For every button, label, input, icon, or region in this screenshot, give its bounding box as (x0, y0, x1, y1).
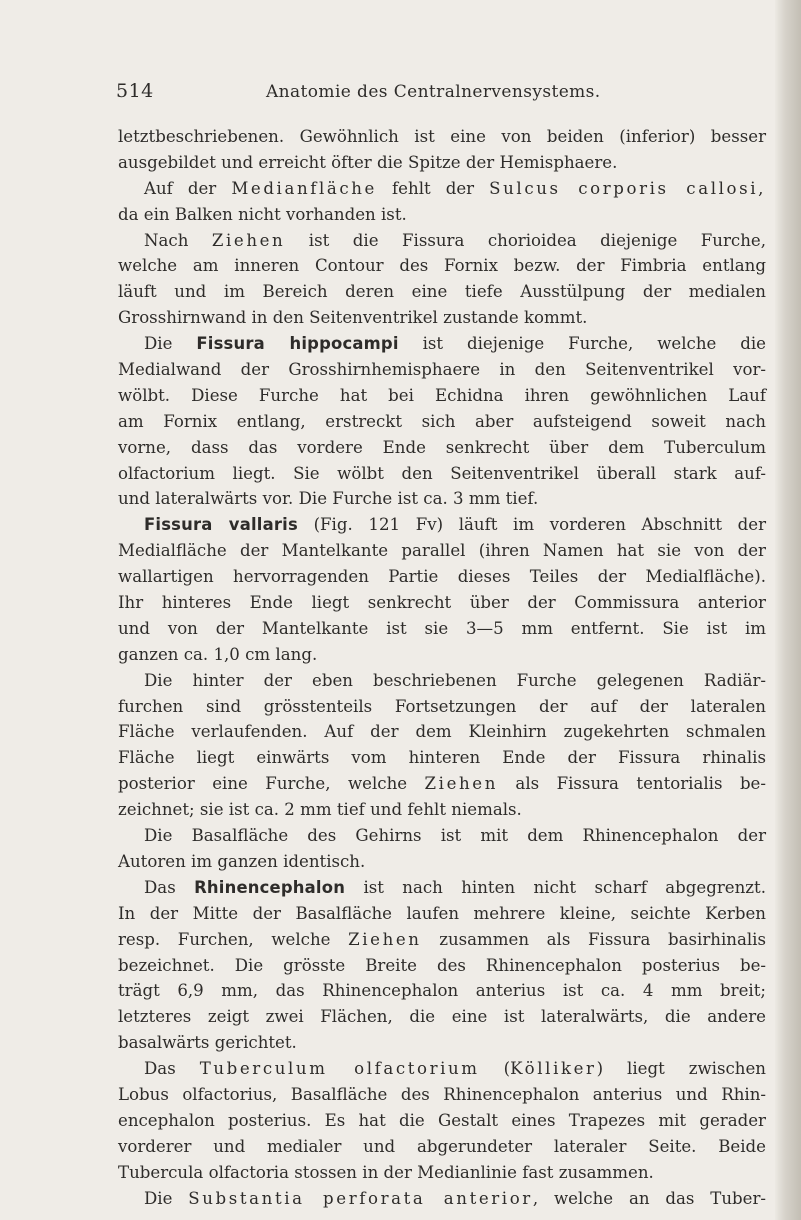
text-line (118, 978, 766, 1004)
line-text: ) liegt zwischen (596, 1059, 766, 1079)
text-line (118, 383, 766, 409)
text-line (118, 1108, 766, 1134)
text-line (118, 409, 766, 435)
text-line (118, 357, 766, 383)
line-text: posterior eine Furche, welche (118, 774, 425, 794)
line-text: vorne, dass das vordere Ende senkrecht über dem Tuberculum (118, 437, 766, 457)
line-text: Die Basalfläche des Gehirns ist mit dem Rhinencephalon der (144, 826, 766, 846)
text-line (118, 668, 766, 694)
line-text: am Fornix entlang, erstreckt sich aber aufsteigend soweit nach (118, 411, 766, 431)
body-text (118, 124, 766, 1211)
line-text: Auf der (144, 178, 232, 198)
text-line (118, 927, 766, 953)
text-line (118, 124, 766, 150)
line-text: Medialwand der Grosshirnhemisphaere in den Seitenventrikel vor- (118, 360, 766, 380)
text-line (118, 642, 766, 668)
text-line (118, 1056, 766, 1082)
line-text: fehlt der (376, 178, 490, 198)
spaced-emphasis: Medianfläche (231, 178, 377, 198)
line-text: letzteres zeigt zwei Flächen, die eine ist lateralwärts, die andere (118, 1007, 766, 1027)
line-text: trägt 6,9 mm, das Rhinencephalon anterius ist ca. 4 mm breit; (118, 981, 766, 1001)
text-line (118, 590, 766, 616)
bold-term: Fissura vallaris (144, 515, 298, 535)
line-text: letztbeschriebenen. Gewöhnlich ist eine von beiden (inferior) besser (118, 127, 766, 146)
line-text: resp. Furchen, welche (118, 929, 349, 949)
line-text: und von der Mantelkante ist sie 3—5 mm entfernt. Sie ist im (118, 618, 766, 638)
text-line (118, 875, 766, 901)
line-text: läuft und im Bereich deren eine tiefe Ausstülpung der medialen (118, 282, 766, 302)
line-text: olfactorium liegt. Sie wölbt den Seitenventrikel überall stark auf- (118, 463, 766, 483)
line-text: als Fissura tentorialis be- (497, 774, 766, 794)
text-line (118, 797, 766, 823)
text-line (118, 771, 766, 797)
spaced-emphasis: Ziehen (211, 230, 286, 250)
line-text: Autoren im ganzen identisch. (118, 851, 366, 871)
text-line (118, 150, 766, 176)
text-line (118, 616, 766, 642)
line-text: basalwärts gerichtet. (118, 1033, 297, 1053)
line-text: In der Mitte der Basalfläche laufen mehrere kleine, seichte Kerben (118, 903, 766, 923)
text-line (118, 694, 766, 720)
line-text: Die (144, 1188, 189, 1208)
line-text: (Fig. 121 Fv) läuft im vorderen Abschnitt der (297, 515, 767, 535)
text-line (118, 849, 766, 875)
line-text: Die (144, 334, 197, 354)
line-text: Nach (144, 230, 212, 250)
line-text: Lobus olfactorius, Basalfläche des Rhinencephalon anterius und Rhin- (118, 1084, 766, 1104)
line-text: Ihr hinteres Ende liegt senkrecht über der Commissura anterior (118, 593, 766, 613)
text-line (118, 1134, 766, 1160)
line-text: ist die Fissura chorioidea diejenige Furche, (285, 230, 766, 250)
text-line (118, 1030, 766, 1056)
line-text: Tubercula olfactoria stossen in der Medianlinie fast zusammen. (118, 1162, 654, 1182)
line-text: ganzen ca. 1,0 cm lang. (118, 644, 318, 664)
text-line (118, 435, 766, 461)
text-line (118, 1082, 766, 1108)
line-text: Die hinter der eben beschriebenen Furche gelegenen Radiär- (144, 670, 766, 690)
text-line (118, 279, 766, 305)
text-line (118, 253, 766, 279)
line-text: bezeichnet. Die grösste Breite des Rhinencephalon posterius be- (118, 955, 766, 975)
line-text: encephalon posterius. Es hat die Gestalt eines Trapezes mit gerader (118, 1110, 766, 1130)
spaced-emphasis: Ziehen (348, 929, 422, 949)
text-line (118, 564, 766, 590)
line-text: ist nach hinten nicht scharf abgegrenzt. (345, 877, 766, 897)
text-line (118, 1186, 766, 1212)
line-text: Das (144, 877, 195, 897)
text-line (118, 1004, 766, 1030)
line-text: ( (479, 1059, 511, 1079)
line-text: zeichnet; sie ist ca. 2 mm tief und fehlt niemals. (118, 800, 522, 820)
line-text: Grosshirnwand in den Seitenventrikel zustande kommt. (118, 308, 588, 328)
text-line (118, 461, 766, 487)
spaced-emphasis: Ziehen (424, 774, 498, 794)
text-line (118, 1160, 766, 1186)
spaced-emphasis: Sulcus corporis callosi, (489, 178, 766, 198)
line-text: wölbt. Diese Furche hat bei Echidna ihren gewöhnlichen Lauf (118, 385, 766, 405)
text-line (118, 486, 766, 512)
text-line (118, 305, 766, 331)
text-line (118, 901, 766, 927)
text-line (118, 331, 766, 357)
line-text: , welche an das Tuber- (532, 1188, 766, 1208)
line-text: vorderer und medialer und abgerundeter lateraler Seite. Beide (118, 1136, 766, 1156)
line-text: welche am inneren Contour des Fornix bezw. der Fimbria entlang (118, 256, 766, 276)
spaced-emphasis: Kölliker (510, 1059, 597, 1079)
line-text: Das (144, 1059, 200, 1079)
text-line (118, 719, 766, 745)
text-line (118, 823, 766, 849)
page-edge-shadow (775, 0, 801, 1220)
line-text: da ein Balken nicht vorhanden ist. (118, 204, 407, 224)
line-text: furchen sind grösstenteils Fortsetzungen der auf der lateralen (118, 696, 766, 716)
page-header (116, 80, 756, 110)
bold-term: Fissura hippocampi (196, 334, 399, 354)
line-text: wallartigen hervorragenden Partie dieses Teiles der Medialfläche). (118, 567, 766, 587)
line-text: und lateralwärts vor. Die Furche ist ca. 3 mm tief. (118, 489, 539, 509)
line-text: Fläche verlaufenden. Auf der dem Kleinhirn zugekehrten schmalen (118, 722, 766, 742)
spaced-emphasis: Substantia perforata anterior (188, 1188, 533, 1208)
text-line (118, 228, 766, 254)
line-text: Fläche liegt einwärts vom hinteren Ende der Fissura rhinalis (118, 748, 766, 768)
text-line (118, 538, 766, 564)
text-line (118, 202, 766, 228)
line-text: Medialfläche der Mantelkante parallel (ihren Namen hat sie von der (118, 541, 766, 561)
line-text: zusammen als Fissura basirhinalis (421, 929, 766, 949)
text-line (118, 953, 766, 979)
spaced-emphasis: Tuberculum olfactorium (199, 1059, 480, 1079)
line-text: ist diejenige Furche, welche die (398, 334, 766, 354)
page-number: 514 (116, 80, 154, 102)
text-line (118, 512, 766, 538)
text-line (118, 176, 766, 202)
text-line (118, 745, 766, 771)
bold-term: Rhinencephalon (194, 877, 346, 897)
line-text: ausgebildet und erreicht öfter die Spitze der Hemisphaere. (118, 152, 618, 172)
running-title: Anatomie des Centralnervensystems. (266, 82, 601, 102)
